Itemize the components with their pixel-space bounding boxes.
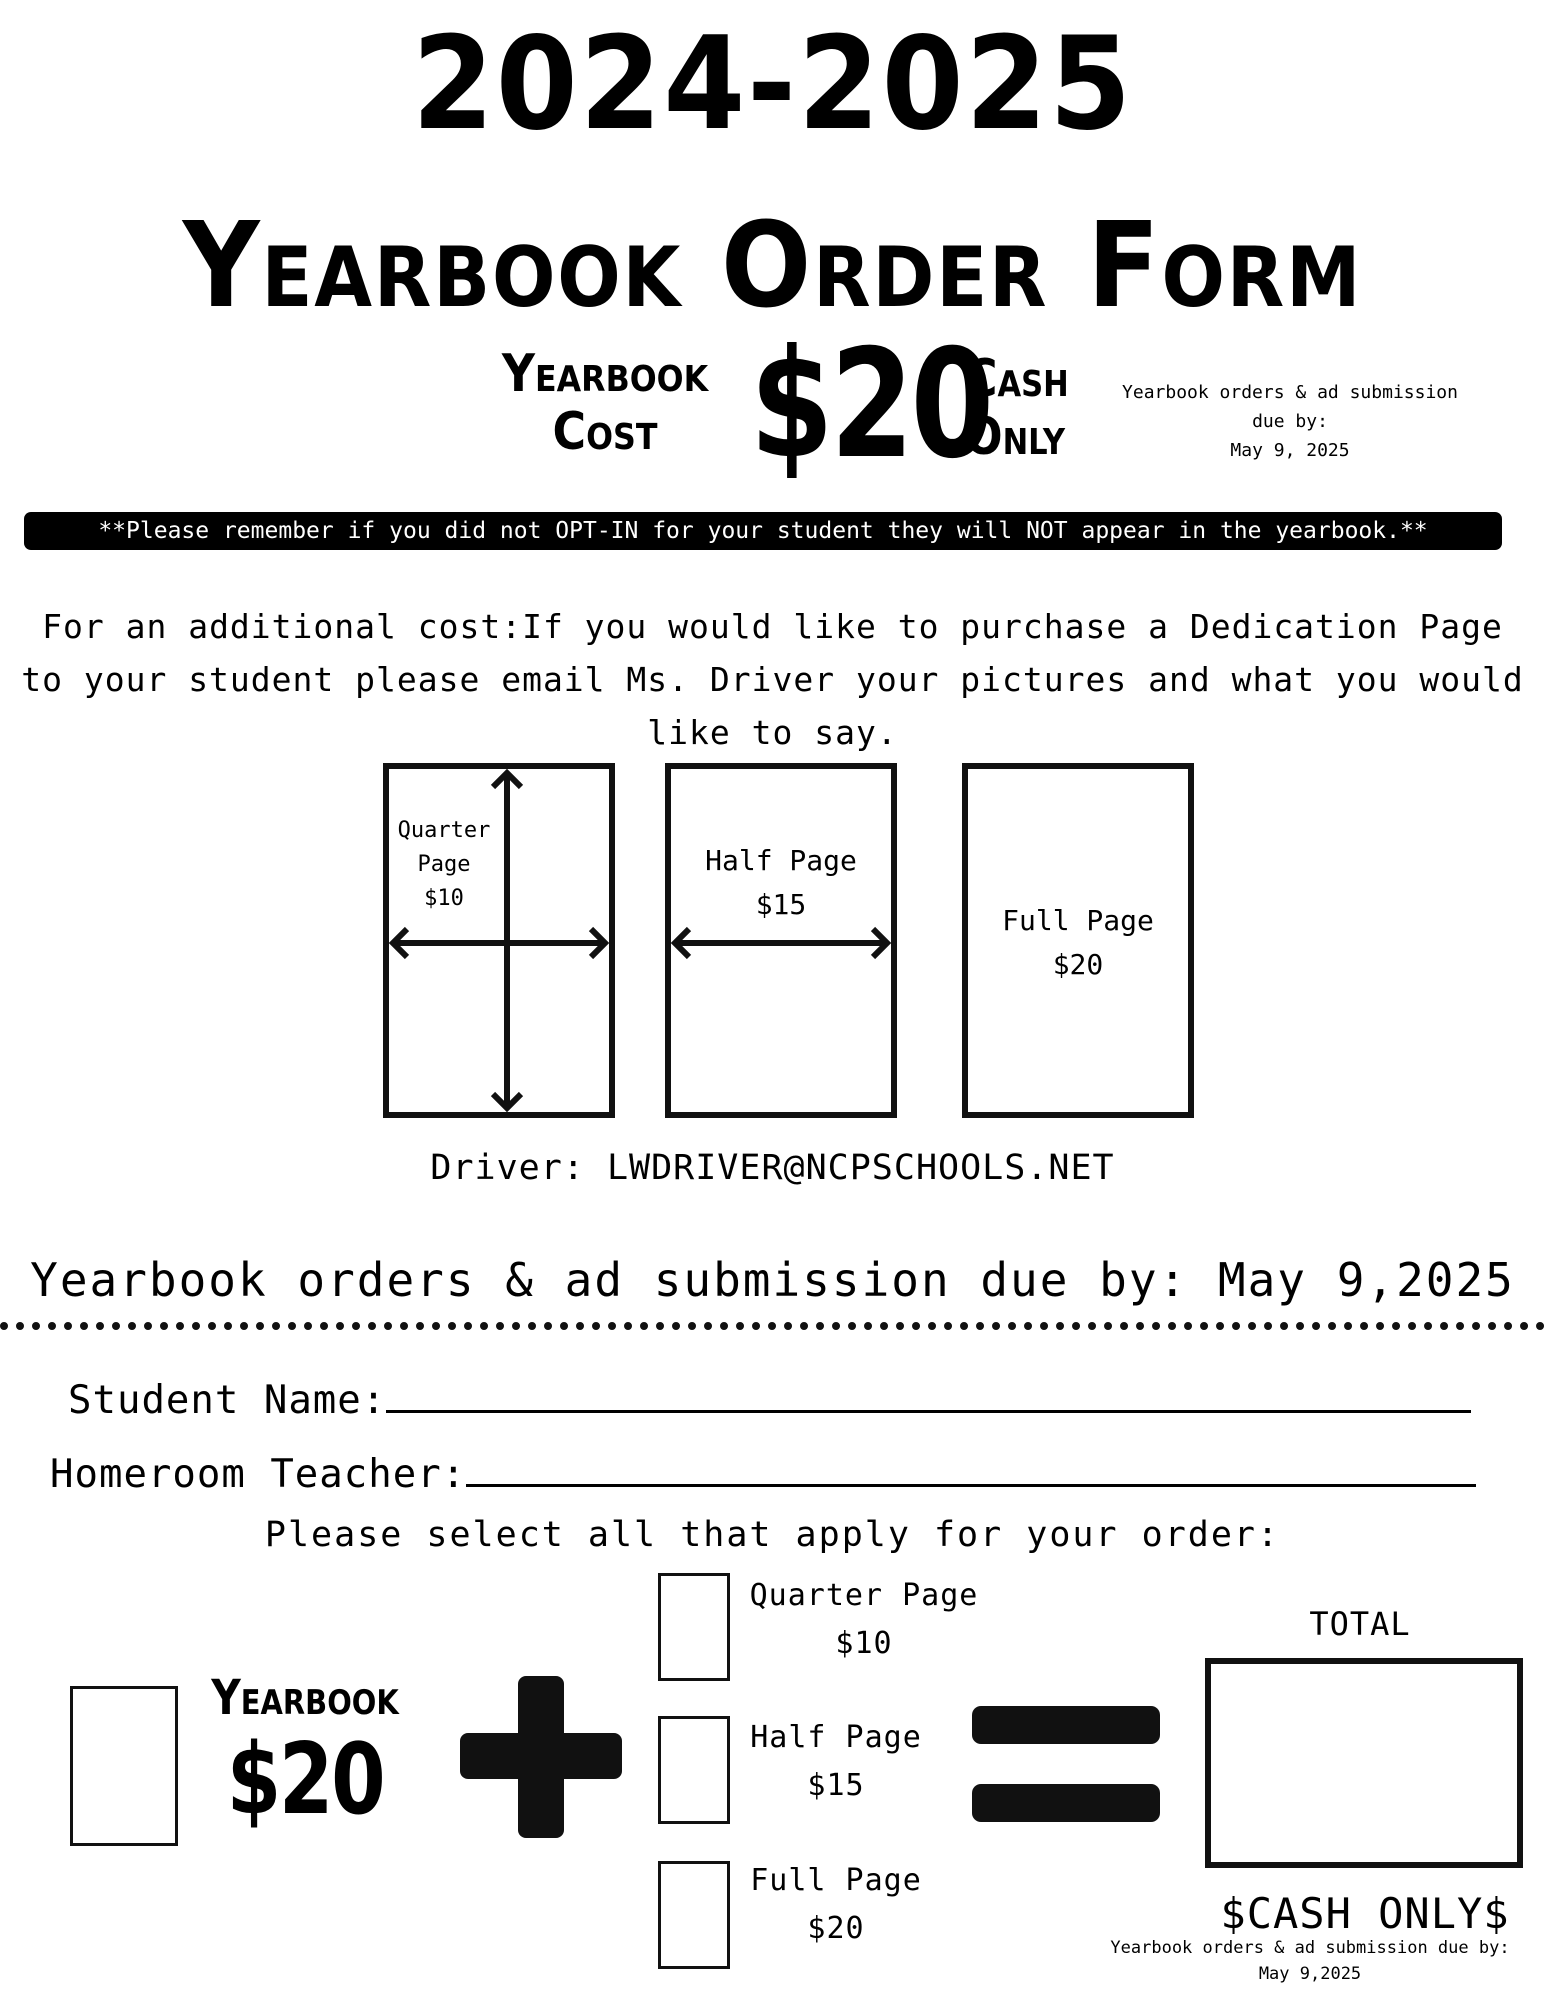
due-bottom-date: May 9,2025 [1258, 1964, 1362, 1984]
quarter-page-option [744, 1572, 984, 1668]
yearbook-checkbox[interactable] [70, 1686, 178, 1846]
cash-only-notice: $CASH ONLY$ [1220, 1889, 1510, 1938]
half-price: $15 [755, 888, 807, 921]
quarter-line1: Quarter [397, 818, 491, 843]
half-page-checkbox[interactable] [658, 1716, 730, 1824]
full-option-label: Full Page [750, 1863, 922, 1898]
half-label: Half Page [705, 844, 857, 877]
plus-icon-bar [460, 1733, 622, 1779]
equals-icon-bar [972, 1784, 1160, 1822]
full-page-checkbox[interactable] [658, 1861, 730, 1969]
horizontal-arrow-icon [671, 769, 891, 1112]
cost-label-line2: Cost [552, 402, 658, 462]
full-label: Full Page [1002, 904, 1154, 937]
full-page-diagram [962, 763, 1194, 1118]
full-price: $20 [1052, 948, 1104, 981]
cost-price: $20 [750, 318, 991, 492]
quarter-page-diagram [383, 763, 615, 1118]
total-field[interactable] [1205, 1658, 1523, 1868]
cash-line2: Only [965, 407, 1066, 467]
full-page-option [744, 1857, 928, 1953]
due-note-line2: due by: [1252, 411, 1328, 432]
dedication-line1: For an additional cost:If you would like to purchase a Dedication Page [42, 607, 1503, 646]
equals-icon [972, 1706, 1160, 1744]
dedication-line3: like to say. [647, 713, 898, 752]
cost-label-line1: Yearbook [501, 344, 709, 404]
quarter-page-checkbox[interactable] [658, 1573, 730, 1681]
select-instructions: Please select all that apply for your order: [264, 1515, 1281, 1555]
yearbook-option-label: Yearbook [211, 1670, 399, 1726]
homeroom-teacher-row [50, 1446, 1476, 1500]
year-title: 2024-2025 [412, 10, 1133, 159]
quarter-line2: Page [417, 852, 471, 877]
quarter-page-label [389, 814, 499, 916]
full-option-price: $20 [807, 1911, 865, 1946]
cost-label [486, 345, 724, 461]
due-banner: Yearbook orders & ad submission due by: May 9,2025 [30, 1253, 1515, 1307]
contact-email: Driver: LWDRIVER@NCPSCHOOLS.NET [430, 1148, 1115, 1188]
full-page-label [968, 899, 1188, 987]
student-name-label: Student Name: [68, 1378, 387, 1423]
student-name-field[interactable] [386, 1372, 1471, 1413]
due-note-date: May 9, 2025 [1230, 440, 1350, 461]
cut-line [0, 1322, 1545, 1330]
yearbook-option-price: $20 [226, 1723, 384, 1837]
half-option-label: Half Page [750, 1720, 922, 1755]
half-page-diagram [665, 763, 897, 1118]
form-title: Yearbook Order Form [182, 196, 1363, 334]
homeroom-teacher-field[interactable] [466, 1446, 1476, 1487]
due-note-line1: Yearbook orders & ad submission [1122, 382, 1458, 403]
dedication-text [0, 600, 1545, 759]
opt-in-notice: **Please remember if you did not OPT-IN for your student they will NOT appear in the yearbook.** [24, 512, 1502, 550]
half-option-price: $15 [807, 1768, 865, 1803]
cash-only-label [965, 350, 1084, 466]
quarter-option-label: Quarter Page [749, 1578, 979, 1613]
dedication-line2: to your student please email Ms. Driver your pictures and what you would [21, 660, 1524, 699]
cash-line1: Cash [965, 349, 1069, 409]
student-name-row [68, 1372, 1471, 1426]
quarter-option-price: $10 [835, 1626, 893, 1661]
half-page-option [744, 1714, 928, 1810]
total-label: TOTAL [1309, 1605, 1411, 1643]
homeroom-teacher-label: Homeroom Teacher: [50, 1452, 467, 1497]
due-note-bottom [1090, 1935, 1530, 1987]
quarter-price: $10 [424, 886, 464, 911]
due-note-top [1100, 378, 1480, 465]
half-page-label [671, 839, 891, 927]
due-bottom-line1: Yearbook orders & ad submission due by: [1110, 1938, 1510, 1958]
